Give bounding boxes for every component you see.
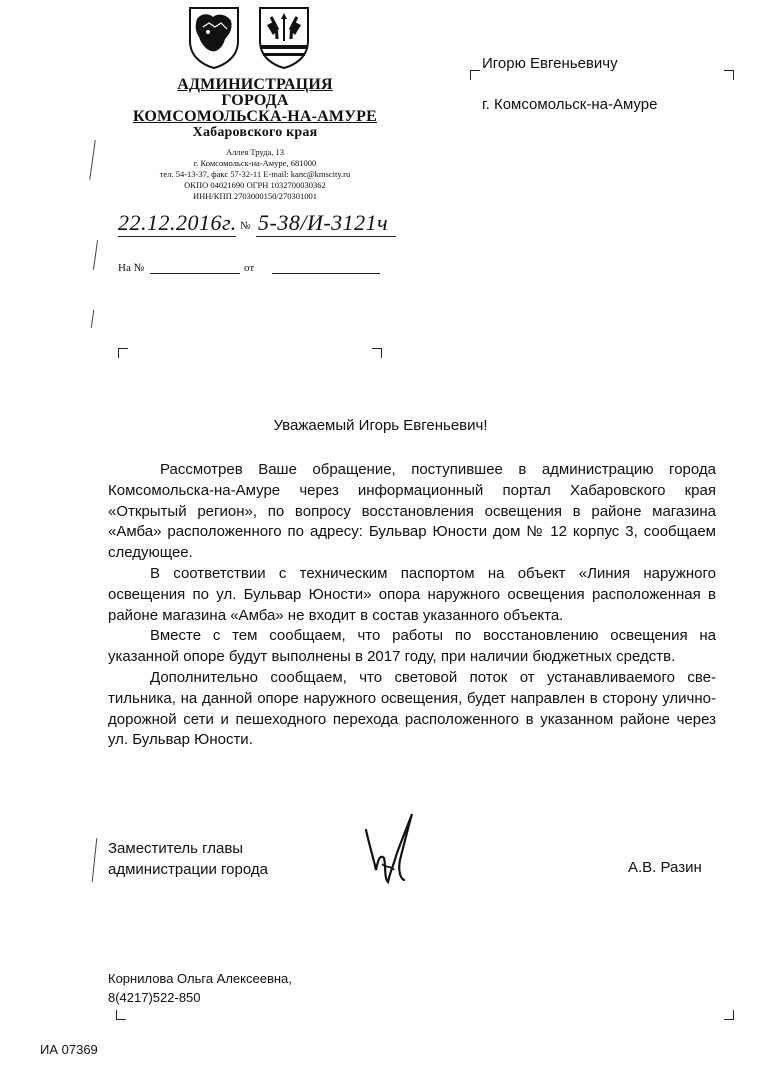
org-address: Аллея Труда, 13 [226,147,284,157]
corner-mark [372,348,382,358]
outgoing-date: 22.12.2016г. [118,210,237,235]
signer-position-line2: администрации города [108,861,268,878]
reference-from-label: от [244,262,255,274]
executor-name: Корнилова Ольга Алексеевна, [108,971,292,986]
addressee-city: г. Комсомольск-на-Амуре [482,96,658,113]
number-underline [256,236,396,237]
reference-date-line [272,273,380,274]
signer-name: А.В. Разин [628,859,702,876]
reference-label: На № [118,262,145,274]
city-coat-of-arms-icon [187,5,241,69]
executor-info [108,969,292,1007]
number-sign: № [240,220,251,232]
corner-mark [470,70,480,80]
scan-artifact [89,140,96,180]
corner-mark [118,348,128,358]
corner-mark [724,70,734,80]
scan-artifact [91,310,94,328]
signer-position-line1: Заместитель главы [108,840,244,857]
executor-phone: 8(4217)522-850 [108,990,201,1005]
scan-artifact [92,838,98,882]
greeting: Уважаемый Игорь Евгеньевич! [273,417,488,434]
corner-mark [724,1010,734,1020]
organization-header [105,77,405,202]
region-coat-of-arms-icon [257,5,311,69]
corner-mark [116,1010,126,1020]
org-name-line2: ГОРОДА [221,92,289,109]
org-inn: ИНН/КПП 2703000150/270301001 [193,191,317,201]
org-city: г. Комсомольск-на-Амуре, 681000 [193,158,317,168]
scan-artifact [93,240,98,270]
handwritten-signature-icon [360,808,420,888]
org-okpo: ОКПО 04021690 ОГРН 1032700030362 [184,180,326,190]
org-name-line1: АДМИНИСТРАЦИЯ [177,76,333,93]
body-paragraph: Вместе с тем сообщаем, что работы по восстановлению освещения на указанной опоре будут выполнены в 2017 году, при наличии бюджетных средств. [108,627,716,666]
signer-position [108,838,268,880]
addressee-name: Игорю Евгеньевичу [482,55,618,72]
letter-body [108,460,716,751]
reference-number-line [150,273,240,274]
date-underline [118,236,236,237]
org-region: Хабаровского края [192,125,318,140]
body-paragraph: Дополнительно сообщаем, что световой поток от устанавливаемого светильника, на данной опоре наружного освещения, будет направлен в сторону улично-дорожной сети и пешеходного перехода расположенного в указанном районе через ул. Бульвар Юности. [108,668,716,749]
org-name-line3: КОМСОМОЛЬСКА-НА-АМУРЕ [132,108,377,125]
body-paragraph: Рассмотрев Ваше обращение, поступившее в администрацию города Комсомольска-на-Амуре через информационный портал Хабаровского края «Открытый регион», по вопросу восстановления освещения в районе магазина «Амба» расположенного по адресу: Бульвар Юности дом № 12 корпус 3, сообщаем следующее. [108,461,716,562]
body-paragraph: В соответствии с техническим паспортом на объект «Линия наружного освещения по ул. Бульвар Юности» опора наружного освещения расположенная в районе магазина «Амба» не входит в состав указанного объекта. [108,564,716,624]
org-contacts: тел. 54-13-37, факс 57-32-11 E-mail: kanc@kmscity.ru [159,169,351,179]
document-code: ИА 07369 [40,1042,98,1057]
outgoing-number: 5-38/И-3121ч [258,210,389,235]
